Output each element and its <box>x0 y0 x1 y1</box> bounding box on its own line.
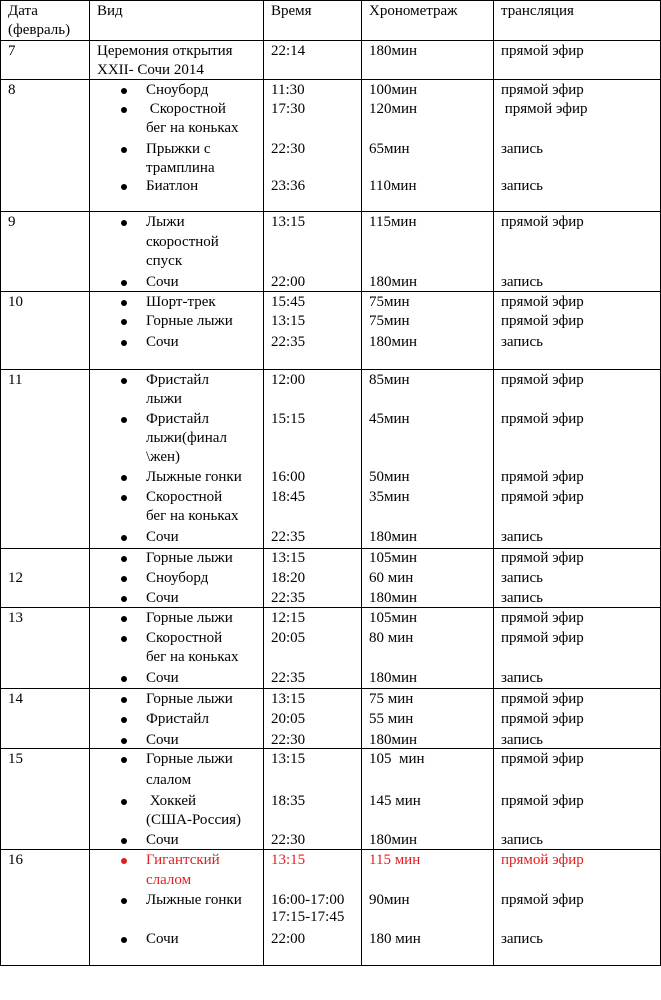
event-name: Сочи <box>146 931 179 947</box>
event-time: 13:15 <box>271 852 306 868</box>
event-name: Горные лыжи <box>146 550 233 566</box>
column-divider <box>0 0 1 965</box>
event-broadcast: прямой эфир <box>501 852 584 868</box>
event-name: слалом <box>146 872 192 888</box>
event-name: Шорт-трек <box>146 294 216 310</box>
event-duration: 85мин <box>369 372 410 388</box>
event-broadcast: прямой эфир <box>501 751 584 767</box>
event-time-secondary: 17:15-17:45 <box>271 909 345 925</box>
event-name: Горные лыжи <box>146 751 233 767</box>
event-name: Биатлон <box>146 178 199 194</box>
event-broadcast: прямой эфир <box>501 610 584 626</box>
event-time: 22:14 <box>271 43 306 59</box>
event-broadcast: прямой эфир <box>501 294 584 310</box>
event-duration: 65мин <box>369 141 410 157</box>
event-broadcast: запись <box>501 670 543 686</box>
event-broadcast: прямой эфир <box>501 214 584 230</box>
event-broadcast: запись <box>501 334 543 350</box>
event-time: 18:35 <box>271 793 306 809</box>
event-time: 20:05 <box>271 630 306 646</box>
row-date: 10 <box>8 294 23 310</box>
event-broadcast: прямой эфир <box>501 892 584 908</box>
bullet-icon <box>121 378 127 384</box>
event-name: трамплина <box>146 160 215 176</box>
event-time: 22:00 <box>271 931 306 947</box>
event-name: лыжи(финал <box>146 430 227 446</box>
bullet-icon <box>121 596 127 602</box>
event-broadcast: запись <box>501 178 543 194</box>
event-duration: 180мин <box>369 670 418 686</box>
event-broadcast: прямой эфир <box>501 630 584 646</box>
event-name: Скоростной <box>146 489 223 505</box>
row-divider <box>0 0 661 1</box>
row-divider <box>0 688 661 689</box>
event-duration: 55 мин <box>369 711 414 727</box>
bullet-icon <box>121 495 127 501</box>
row-date: 14 <box>8 691 23 707</box>
row-date: 8 <box>8 82 16 98</box>
bullet-icon <box>121 220 127 226</box>
event-duration: 80 мин <box>369 630 414 646</box>
event-duration: 180мин <box>369 274 418 290</box>
bullet-icon <box>121 676 127 682</box>
event-time: 18:45 <box>271 489 306 505</box>
event-time: 22:30 <box>271 732 306 748</box>
event-name: Сочи <box>146 732 179 748</box>
bullet-icon <box>121 417 127 423</box>
event-broadcast: запись <box>501 931 543 947</box>
event-duration: 180мин <box>369 43 418 59</box>
bullet-icon <box>121 475 127 481</box>
event-time: 11:30 <box>271 82 305 98</box>
row-divider <box>0 748 661 749</box>
event-name: бег на коньках <box>146 120 239 136</box>
row-date: 13 <box>8 610 23 626</box>
event-broadcast: прямой эфир <box>501 691 584 707</box>
event-broadcast: запись <box>501 274 543 290</box>
event-broadcast: запись <box>501 141 543 157</box>
bullet-icon <box>121 898 127 904</box>
event-duration: 180 мин <box>369 931 421 947</box>
row-divider <box>0 40 661 41</box>
bullet-icon <box>121 937 127 943</box>
event-time: 13:15 <box>271 691 306 707</box>
bullet-icon <box>121 280 127 286</box>
event-time: 22:30 <box>271 141 306 157</box>
event-name: спуск <box>146 253 183 269</box>
event-broadcast: прямой эфир <box>501 372 584 388</box>
event-broadcast: прямой эфир <box>501 82 584 98</box>
event-broadcast: прямой эфир <box>501 711 584 727</box>
event-time: 13:15 <box>271 550 306 566</box>
event-name: Хоккей <box>146 793 197 809</box>
column-divider <box>493 0 494 965</box>
event-duration: 180мин <box>369 832 418 848</box>
event-broadcast: прямой эфир <box>501 550 584 566</box>
event-duration: 180мин <box>369 529 418 545</box>
bullet-icon <box>121 858 127 864</box>
event-name: Лыжные гонки <box>146 892 242 908</box>
header-time: Время <box>271 3 312 19</box>
bullet-icon <box>121 147 127 153</box>
event-duration: 115 мин <box>369 852 421 868</box>
bullet-icon <box>121 616 127 622</box>
row-divider <box>0 965 661 966</box>
event-duration: 180мин <box>369 732 418 748</box>
event-duration: 75мин <box>369 313 410 329</box>
event-name: Гигантский <box>146 852 220 868</box>
event-duration: 105 мин <box>369 751 425 767</box>
event-duration: 75мин <box>369 294 410 310</box>
event-broadcast: запись <box>501 832 543 848</box>
bullet-icon <box>121 556 127 562</box>
bullet-icon <box>121 799 127 805</box>
event-time: 15:45 <box>271 294 306 310</box>
event-name: Горные лыжи <box>146 691 233 707</box>
event-time: 16:00 <box>271 469 306 485</box>
event-duration: 105мин <box>369 610 418 626</box>
event-broadcast: запись <box>501 590 543 606</box>
event-broadcast: прямой эфир <box>501 101 588 117</box>
event-name: Лыжные гонки <box>146 469 242 485</box>
column-divider <box>89 0 90 965</box>
bullet-icon <box>121 576 127 582</box>
event-duration: 180мин <box>369 334 418 350</box>
event-duration: 145 мин <box>369 793 421 809</box>
event-time: 12:15 <box>271 610 306 626</box>
bullet-icon <box>121 107 127 113</box>
event-name: Фристайл <box>146 372 209 388</box>
bullet-icon <box>121 697 127 703</box>
bullet-icon <box>121 319 127 325</box>
event-broadcast: прямой эфир <box>501 411 584 427</box>
event-broadcast: запись <box>501 570 543 586</box>
event-name: Прыжки с <box>146 141 211 157</box>
event-time: 13:15 <box>271 214 306 230</box>
event-name: бег на коньках <box>146 649 239 665</box>
header-date-line-2: (февраль) <box>8 22 71 38</box>
row-date: 11 <box>8 372 23 388</box>
row-divider <box>0 291 661 292</box>
event-time: 23:36 <box>271 178 306 194</box>
event-name: Фристайл <box>146 411 209 427</box>
event-name: Скоростной <box>146 101 226 117</box>
event-duration: 75 мин <box>369 691 414 707</box>
event-name: слалом <box>146 772 192 788</box>
event-time: 22:00 <box>271 274 306 290</box>
row-date: 12 <box>8 570 23 586</box>
event-duration: 105мин <box>369 550 418 566</box>
event-time: 22:35 <box>271 670 306 686</box>
event-duration: 100мин <box>369 82 418 98</box>
event-broadcast: прямой эфир <box>501 489 584 505</box>
row-date: 16 <box>8 852 23 868</box>
row-date: 7 <box>8 43 16 59</box>
bullet-icon <box>121 340 127 346</box>
event-time: 22:30 <box>271 832 306 848</box>
row-divider <box>0 211 661 212</box>
event-name: Сочи <box>146 529 179 545</box>
event-time: 22:35 <box>271 334 306 350</box>
event-time: 17:30 <box>271 101 306 117</box>
event-name: бег на коньках <box>146 508 239 524</box>
event-name: Сочи <box>146 274 179 290</box>
bullet-icon <box>121 757 127 763</box>
event-name: Сочи <box>146 832 179 848</box>
row-date: 15 <box>8 751 23 767</box>
event-time: 20:05 <box>271 711 306 727</box>
bullet-icon <box>121 838 127 844</box>
event-time: 22:35 <box>271 590 306 606</box>
event-name: Горные лыжи <box>146 610 233 626</box>
column-divider <box>263 0 264 965</box>
event-time: 13:15 <box>271 751 306 767</box>
event-time: 13:15 <box>271 313 306 329</box>
bullet-icon <box>121 535 127 541</box>
event-duration: 115мин <box>369 214 417 230</box>
event-duration: 60 мин <box>369 570 414 586</box>
event-name: Сочи <box>146 334 179 350</box>
row-divider <box>0 369 661 370</box>
event-name: лыжи <box>146 391 182 407</box>
event-time: 12:00 <box>271 372 306 388</box>
event-name: XXII- Сочи 2014 <box>97 62 204 78</box>
event-duration: 110мин <box>369 178 417 194</box>
row-date: 9 <box>8 214 16 230</box>
event-time: 15:15 <box>271 411 306 427</box>
bullet-icon <box>121 738 127 744</box>
event-name: Церемония открытия <box>97 43 233 59</box>
event-name: Сноуборд <box>146 570 209 586</box>
event-duration: 45мин <box>369 411 410 427</box>
event-duration: 50мин <box>369 469 410 485</box>
event-name: скоростной <box>146 234 219 250</box>
event-name: \жен) <box>146 449 181 465</box>
event-duration: 35мин <box>369 489 410 505</box>
event-duration: 90мин <box>369 892 410 908</box>
event-name: Сочи <box>146 670 179 686</box>
bullet-icon <box>121 184 127 190</box>
event-name: Скоростной <box>146 630 223 646</box>
event-time: 16:00-17:00 <box>271 892 345 908</box>
event-name: Горные лыжи <box>146 313 233 329</box>
event-broadcast: прямой эфир <box>501 469 584 485</box>
row-divider <box>0 849 661 850</box>
event-name: Лыжи <box>146 214 185 230</box>
event-name: Сочи <box>146 590 179 606</box>
header-broadcast: трансляция <box>501 3 574 19</box>
header-type: Вид <box>97 3 123 19</box>
bullet-icon <box>121 88 127 94</box>
bullet-icon <box>121 300 127 306</box>
row-divider <box>0 607 661 608</box>
event-duration: 180мин <box>369 590 418 606</box>
column-divider <box>361 0 362 965</box>
header-date-line-1: Дата <box>8 3 38 19</box>
header-duration: Хронометраж <box>369 3 458 19</box>
event-broadcast: прямой эфир <box>501 793 584 809</box>
event-broadcast: запись <box>501 732 543 748</box>
event-time: 18:20 <box>271 570 306 586</box>
event-broadcast: запись <box>501 529 543 545</box>
event-broadcast: прямой эфир <box>501 43 584 59</box>
event-duration: 120мин <box>369 101 418 117</box>
event-time: 22:35 <box>271 529 306 545</box>
event-name: Фристайл <box>146 711 209 727</box>
bullet-icon <box>121 636 127 642</box>
event-name: (США-Россия) <box>146 812 242 828</box>
event-name: Сноуборд <box>146 82 209 98</box>
event-broadcast: прямой эфир <box>501 313 584 329</box>
bullet-icon <box>121 717 127 723</box>
